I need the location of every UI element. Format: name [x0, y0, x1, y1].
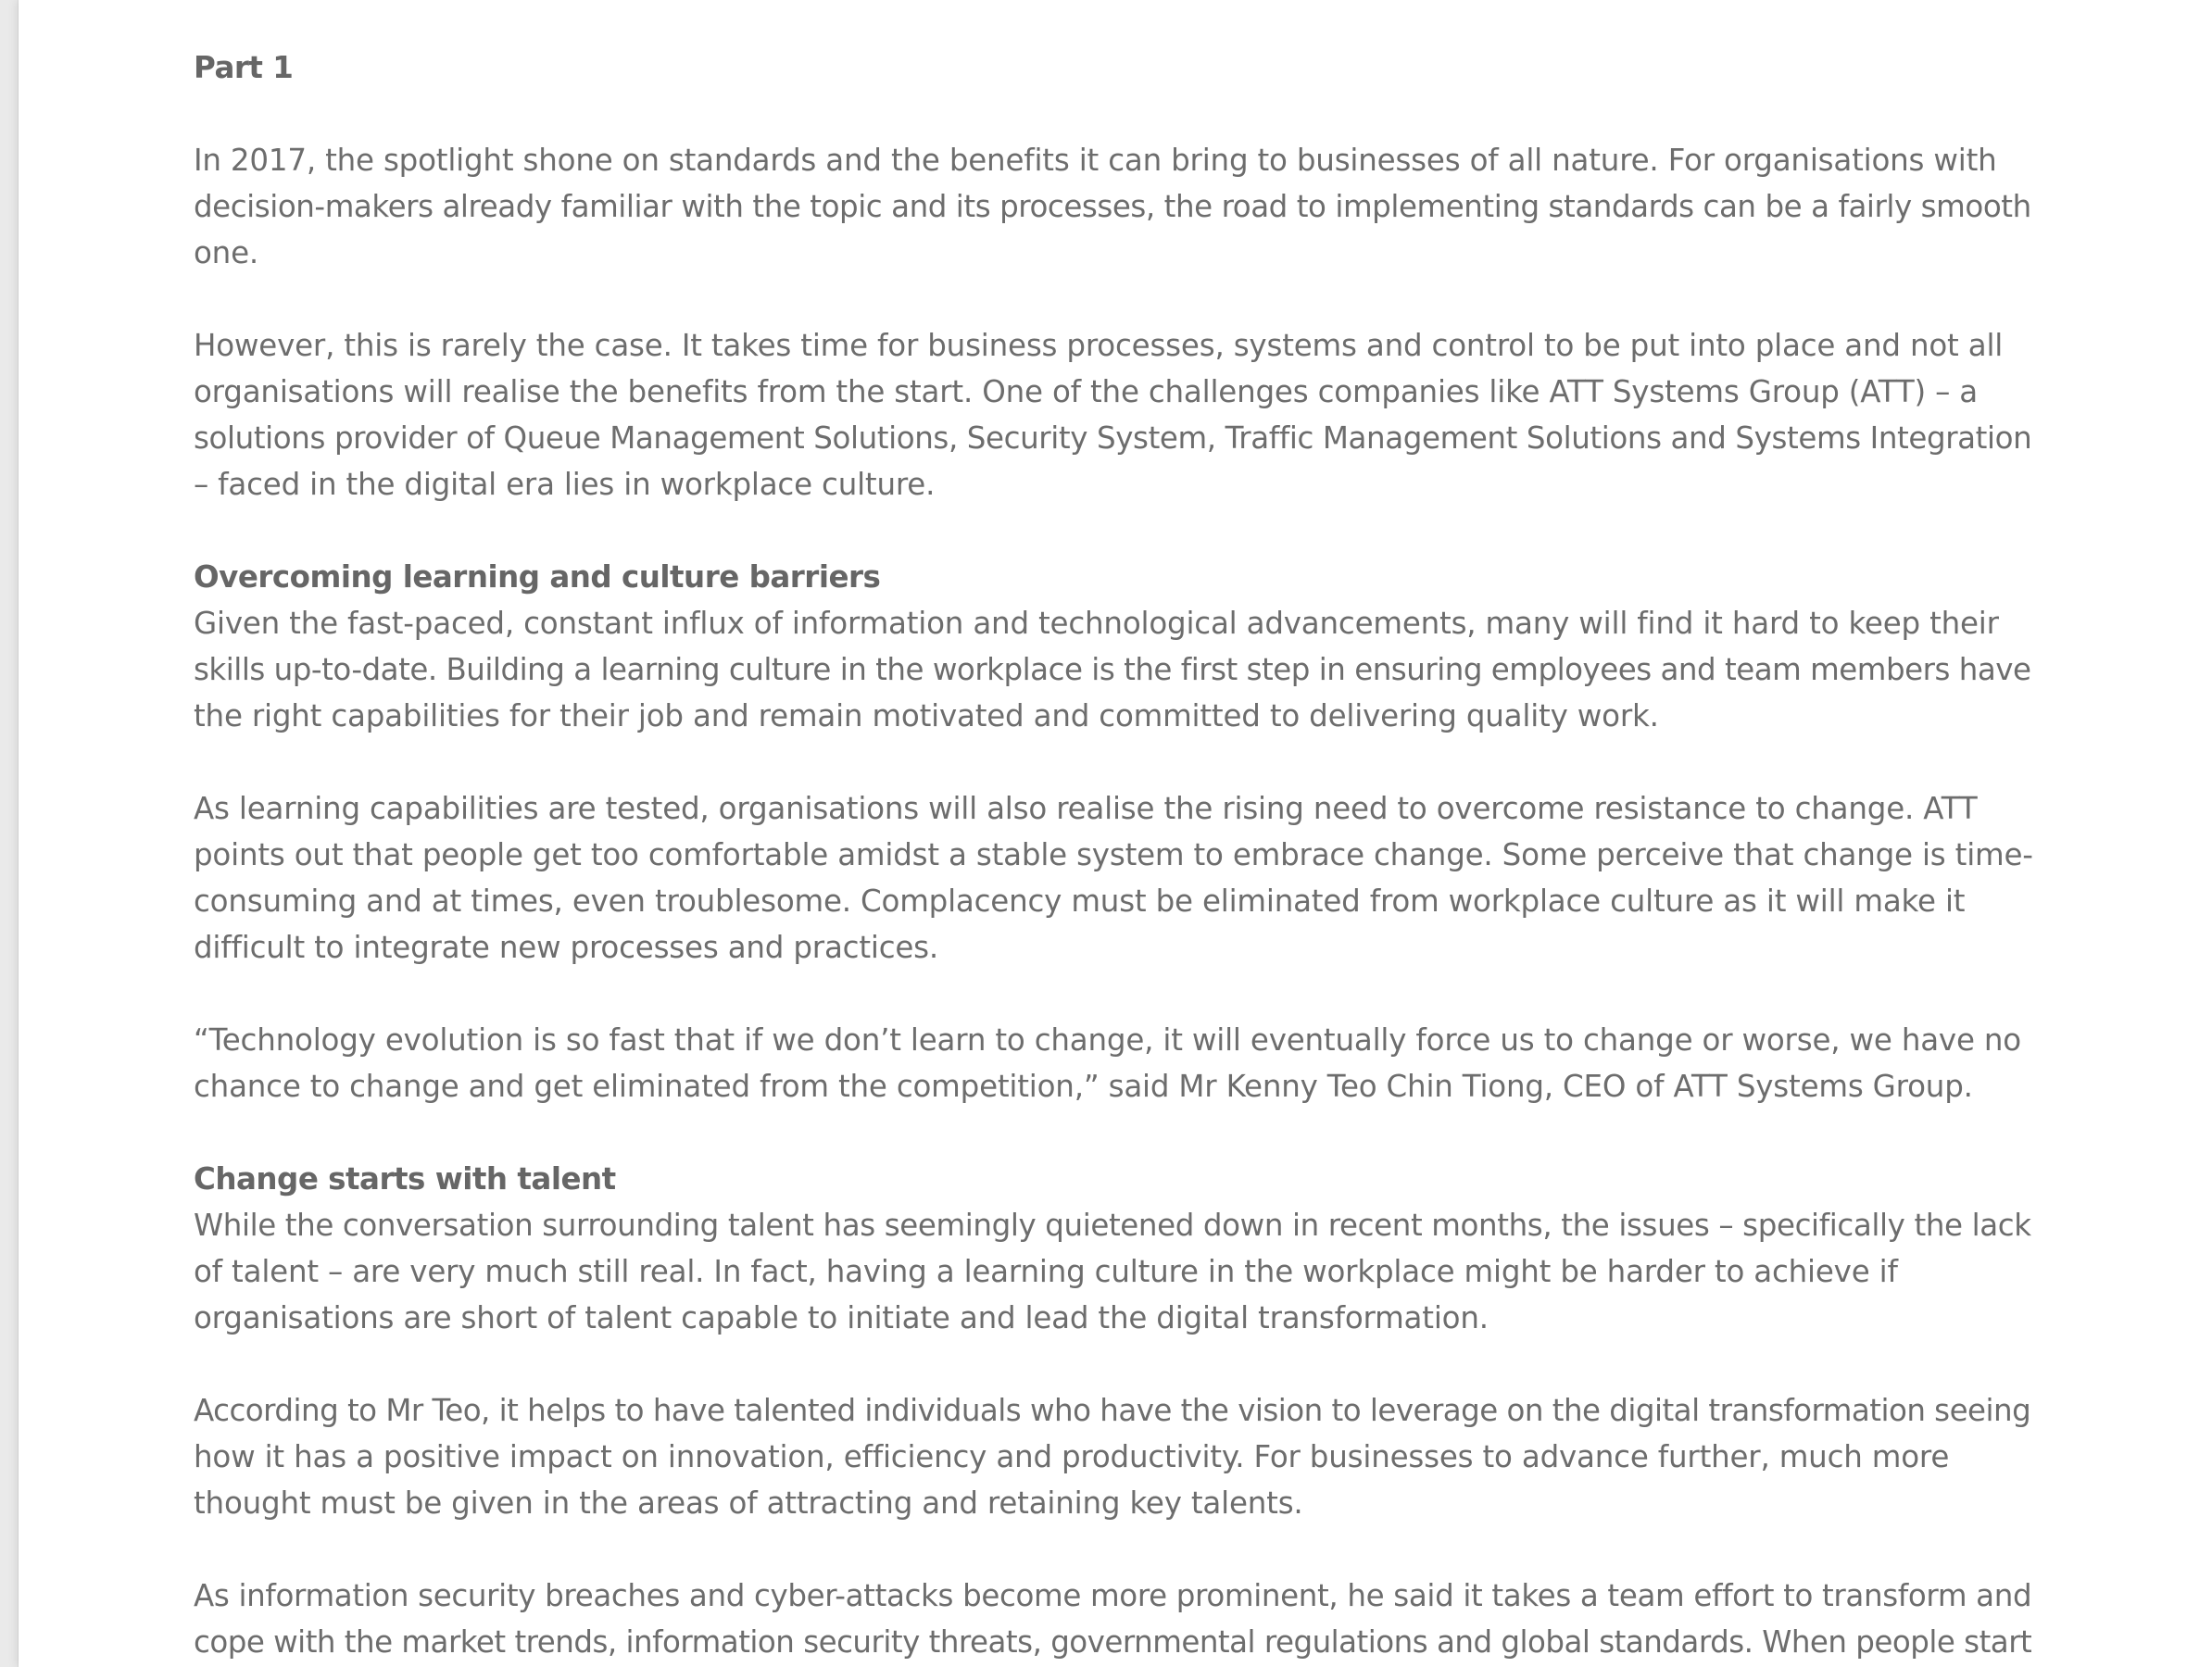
paragraph-line: difficult to integrate new processes and practices.: [194, 930, 939, 965]
paragraph-line: According to Mr Teo, it helps to have talented individuals who have the vision to leverage on the digital transformation seeing: [194, 1393, 2031, 1428]
paragraph-line: of talent – are very much still real. In fact, having a learning culture in the workplace might be harder to achieve if: [194, 1254, 1898, 1289]
paragraph-2: [194, 322, 2037, 508]
paragraph-line: However, this is rarely the case. It takes time for business processes, systems and control to be put into place and not all: [194, 328, 2004, 363]
paragraph-line: the right capabilities for their job and remain motivated and committed to delivering quality work.: [194, 698, 1659, 733]
paragraph-4: [194, 785, 2037, 971]
paragraph-line: how it has a positive impact on innovation, efficiency and productivity. For businesses to advance further, much more: [194, 1439, 1950, 1474]
article-body: [194, 44, 2037, 1667]
paragraph-8: [194, 1573, 2037, 1665]
paragraph-line: chance to change and get eliminated from the competition,” said Mr Kenny Teo Chin Tiong, CEO of ATT Systems Group.: [194, 1069, 1973, 1104]
paragraph-line: – faced in the digital era lies in workplace culture.: [194, 467, 936, 502]
paragraph-line: While the conversation surrounding talent has seemingly quietened down in recent months, the issues – specifically the lack: [194, 1208, 2031, 1243]
document-sheet: [19, 0, 2212, 1667]
paragraph-3: [194, 554, 2037, 739]
section-heading-talent: Change starts with talent: [194, 1161, 616, 1197]
paragraph-line: organisations are short of talent capable to initiate and lead the digital transformation.: [194, 1300, 1489, 1335]
paragraph-line: solutions provider of Queue Management Solutions, Security System, Traffic Management Solutions and Systems Integration: [194, 420, 2032, 456]
paragraph-line: organisations will realise the benefits from the start. One of the challenges companies like ATT Systems Group (ATT) – a: [194, 374, 1979, 409]
paragraph-line: consuming and at times, even troublesome. Complacency must be eliminated from workplace culture as it will make it: [194, 884, 1966, 919]
paragraph-line: one.: [194, 235, 259, 270]
paragraph-1: [194, 137, 2037, 276]
paragraph-line: thought must be given in the areas of attracting and retaining key talents.: [194, 1485, 1303, 1521]
paragraph-7: [194, 1387, 2037, 1526]
paragraph-line: cope with the market trends, information security threats, governmental regulations and global standards. When people start: [194, 1624, 2032, 1660]
paragraph-6: [194, 1156, 2037, 1341]
part-title: Part 1: [194, 50, 294, 85]
paragraph-line: As information security breaches and cyber-attacks become more prominent, he said it takes a team effort to transform and: [194, 1578, 2032, 1613]
paragraph-5-quote: [194, 1017, 2037, 1109]
paragraph-line: Given the fast-paced, constant influx of information and technological advancements, many will find it hard to keep their: [194, 606, 1999, 641]
paragraph-line: skills up-to-date. Building a learning culture in the workplace is the first step in ensuring employees and team members have: [194, 652, 2031, 687]
paragraph-line: decision-makers already familiar with the topic and its processes, the road to implementing standards can be a fairly smooth: [194, 189, 2031, 224]
paragraph-line: “Technology evolution is so fast that if we don’t learn to change, it will eventually force us to change or worse, we have no: [194, 1022, 2021, 1058]
paragraph-line: As learning capabilities are tested, organisations will also realise the rising need to overcome resistance to change. ATT: [194, 791, 1978, 826]
section-heading-learning-culture: Overcoming learning and culture barriers: [194, 559, 881, 595]
paragraph-line: In 2017, the spotlight shone on standards and the benefits it can bring to businesses of all nature. For organisations with: [194, 143, 1997, 178]
paragraph-line: points out that people get too comfortable amidst a stable system to embrace change. Some perceive that change is time-: [194, 837, 2033, 872]
part-title-paragraph: [194, 44, 2037, 91]
